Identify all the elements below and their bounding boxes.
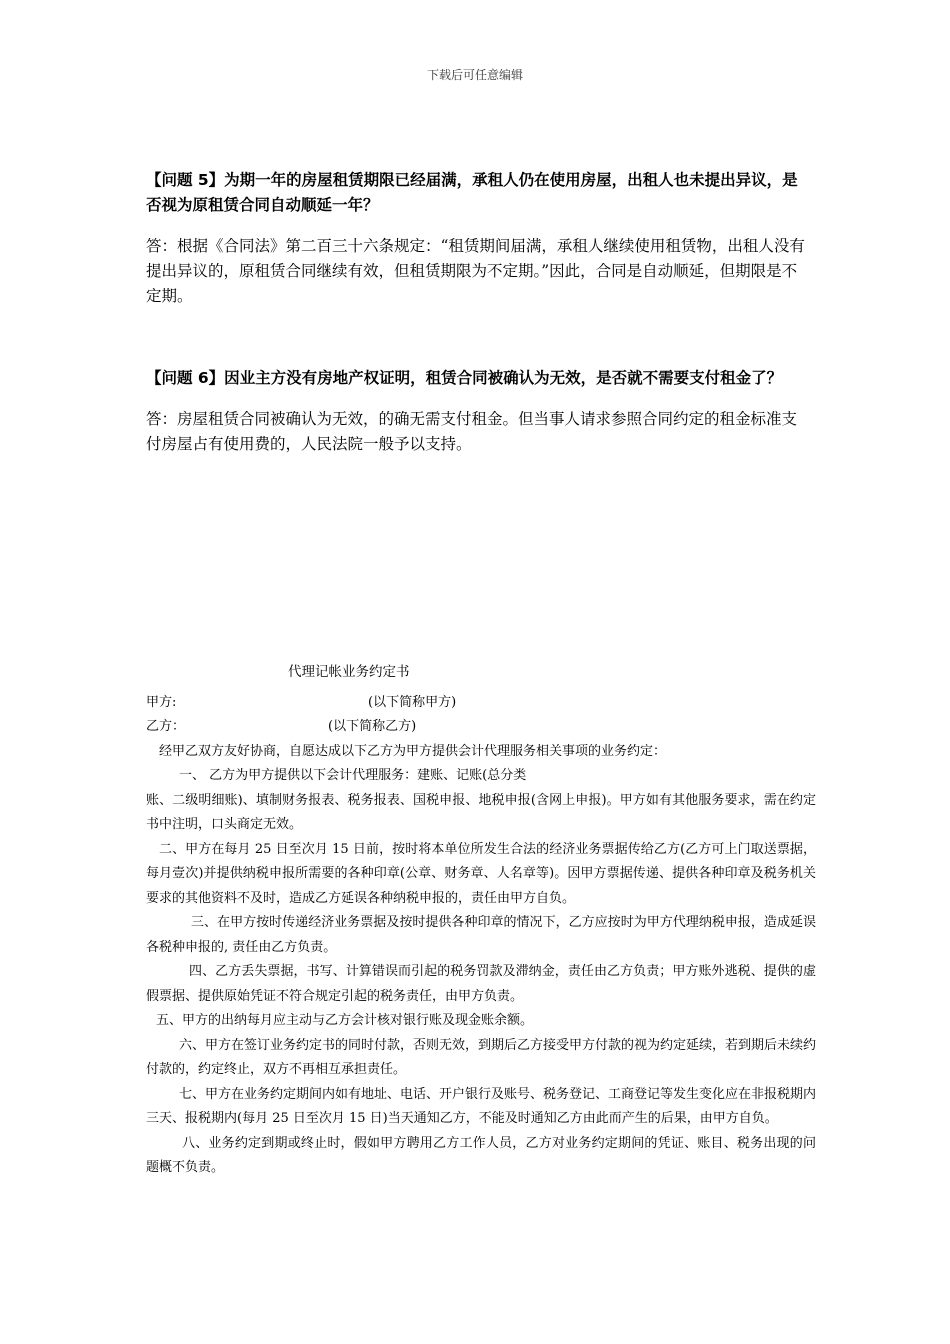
clause-1-rest: 账、二级明细账)、填制财务报表、税务报表、国税申报、地税申报(含网上申报)。甲方如有其他服务要求，需在约定书中注明，口头商定无效。: [146, 792, 816, 832]
header-note: 下载后可任意编辑: [426, 68, 523, 82]
answer-6: 答：房屋租赁合同被确认为无效，的确无需支付租金。但当事人请求参照合同约定的租金标准支付房屋占有使用费的，人民法院一般予以支持。: [146, 410, 798, 453]
clause-7: 七、甲方在业务约定期间内如有地址、电话、开户银行及账号、税务登记、工商登记等发生变化应在非报税期内三天、报税期内(每月 25 日至次月 15 日)当天通知乙方，不能及时通知乙方由此而产生的后果，由甲方自负。: [146, 1086, 817, 1126]
contract-intro: 经甲乙双方友好协商，自愿达成以下乙方为甲方提供会计代理服务相关事项的业务约定：: [159, 743, 667, 759]
clause-6: 六、甲方在签订业务约定书的同时付款，否则无效，到期后乙方接受甲方付款的视为约定延续，若到期后未续约付款的，约定终止，双方不再相互承担责任。: [146, 1037, 817, 1077]
clause-2: 二、甲方在每月 25 日至次月 15 日前，按时将本单位所发生合法的经济业务票据传给乙方(乙方可上门取送票据，每月壹次)并提供纳税申报所需要的各种印章(公章、财务章、人名章等)。因甲方票据传递、提供各种印章及税务机关要求的其他资料不及时，造成乙方延误各种纳税申报的，责任由甲方自负。: [146, 841, 816, 906]
clause-3: 三、在甲方按时传递经济业务票据及按时提供各种印章的情况下，乙方应按时为甲方代理纳税申报，造成延误各税种申报的, 责任由乙方负责。: [146, 915, 816, 955]
question-6: 【问题 6】因业主方没有房地产权证明，租赁合同被确认为无效，是否就不需要支付租金了？: [146, 369, 783, 387]
party-a-label: 甲方:: [146, 694, 177, 710]
answer-5: 答：根据《合同法》第二百三十六条规定：“租赁期间届满，承租人继续使用租赁物，出租人没有提出异议的，原租赁合同继续有效，但租赁期限为不定期。”因此，合同是自动顺延，但期限是不定期。: [146, 237, 805, 305]
clause-1-line-1: 一、 乙方为甲方提供以下会计代理服务：建账、记账(总分类: [179, 768, 527, 783]
clause-5: 五、甲方的出纳每月应主动与乙方会计核对银行账及现金账余额。: [156, 1013, 534, 1028]
question-5: 【问题 5】为期一年的房屋租赁期限已经届满，承租人仍在使用房屋，出租人也未提出异议，是否视为原租赁合同自动顺延一年？: [146, 171, 798, 214]
party-b-line: [146, 715, 816, 740]
contract-section: [146, 660, 816, 1181]
qa-block-6: [146, 366, 810, 457]
party-b-note: (以下简称乙方): [328, 719, 417, 734]
clause-4: 四、乙方丢失票据，书写、计算错误而引起的税务罚款及滞纳金，责任由乙方负责；甲方账外逃税、提供的虚假票据、提供原始凭证不符合规定引起的税务责任，由甲方负责。: [146, 964, 816, 1004]
party-a-line: [146, 691, 816, 716]
party-a-note: (以下简称甲方): [368, 694, 457, 710]
party-b-label: 乙方：: [146, 719, 186, 734]
clause-8: 八、业务约定到期或终止时，假如甲方聘用乙方工作人员，乙方对业务约定期间的凭证、账目、税务出现的问题概不负责。: [146, 1135, 816, 1175]
qa-block-5: [146, 168, 810, 309]
contract-title: 代理记帐业务约定书: [288, 664, 410, 680]
